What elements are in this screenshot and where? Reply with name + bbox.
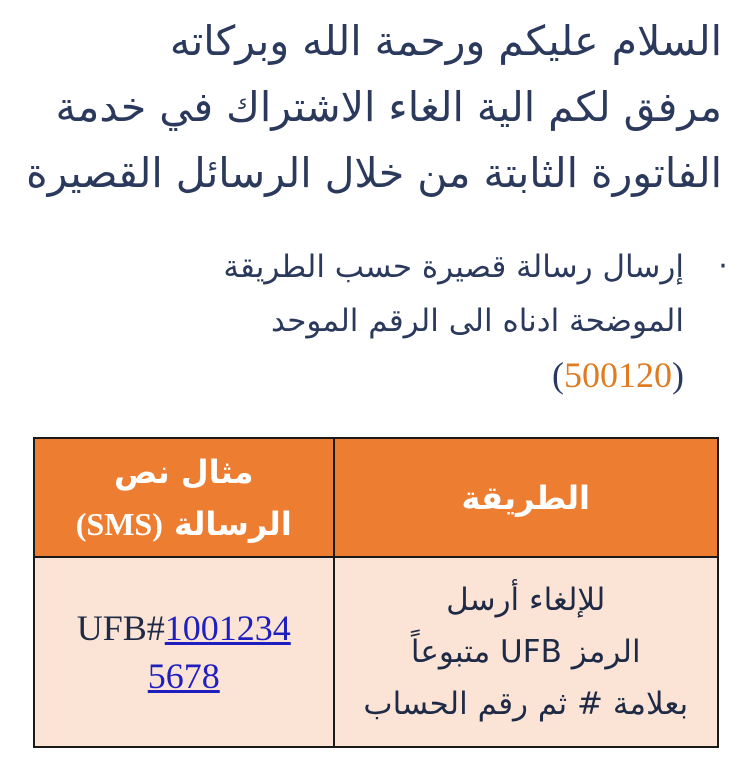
table-row <box>34 557 718 747</box>
bullet-marker: · <box>718 249 728 284</box>
method-line-2: الرمز UFB متبوعاً <box>410 634 641 670</box>
method-cell <box>334 557 718 747</box>
short-code-number: 500120 <box>564 355 672 395</box>
close-paren: ) <box>672 355 684 395</box>
bullet-line-1: إرسال رسالة قصيرة حسب الطريقة <box>223 249 684 285</box>
method-table <box>33 437 719 748</box>
header-example-line-1: مثال نص <box>114 452 254 491</box>
short-code-line <box>124 348 684 402</box>
header-example-line-2 <box>35 498 333 550</box>
example-cell <box>34 557 334 747</box>
example-prefix: UFB# <box>76 608 165 648</box>
bullet-line-2: الموضحة ادناه الى الرقم الموحد <box>270 303 684 339</box>
header-example <box>34 438 334 557</box>
example-line-1 <box>35 604 333 652</box>
account-number-link-part-1[interactable]: 1001234 <box>164 608 291 648</box>
method-line-3: بعلامة # ثم رقم الحساب <box>363 686 689 722</box>
intro-line-2: مرفق لكم الية الغاء الاشتراك في خدمة <box>55 83 722 131</box>
greeting-line: السلام عليكم ورحمة الله وبركاته <box>169 17 722 65</box>
example-line-2 <box>35 652 333 700</box>
instruction-bullet <box>124 240 728 402</box>
header-method <box>334 438 718 557</box>
method-line-1: للإلغاء أرسل <box>446 582 606 618</box>
header-method-label: الطريقة <box>461 478 591 517</box>
header-example-sms: (SMS) <box>75 505 163 542</box>
intro-heading <box>22 8 722 206</box>
account-number-link-part-2[interactable]: 5678 <box>147 656 220 696</box>
header-example-ar: الرسالة <box>173 504 292 543</box>
table-header-row <box>34 438 718 557</box>
intro-line-3: الفاتورة الثابتة من خلال الرسائل القصيرة <box>26 149 722 197</box>
open-paren: ( <box>552 355 564 395</box>
